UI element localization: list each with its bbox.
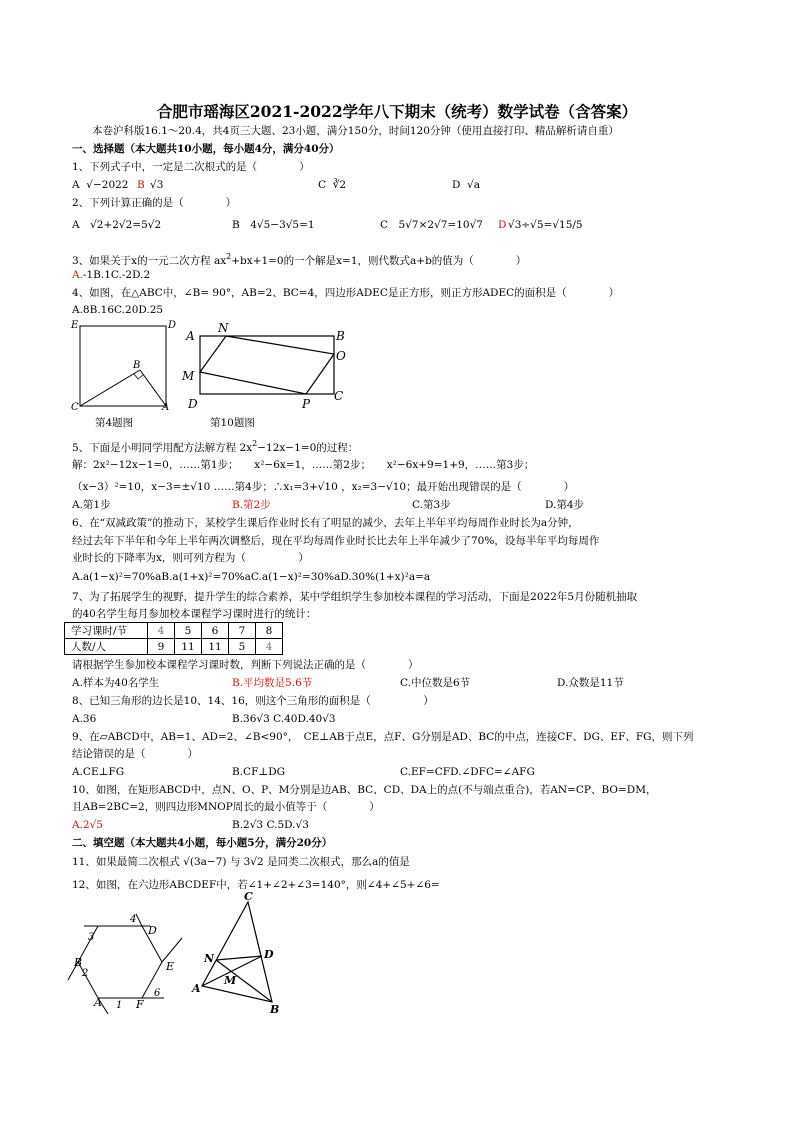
figure-q13 <box>192 892 292 1017</box>
q3-options: A.-1B.1C.-2D.2 <box>72 269 151 281</box>
q10-option-a: A.2√5 <box>72 819 103 831</box>
fig10-caption: 第10题图 <box>210 417 255 429</box>
fig12-label-d: D <box>148 924 157 937</box>
figure-q10 <box>182 322 352 412</box>
fig10-label-a: A <box>186 329 195 343</box>
q5-option-b: B.第2步 <box>232 499 271 511</box>
q7-option-a: A.样本为40名学生 <box>72 677 160 689</box>
fig10-label-c: C <box>334 389 344 403</box>
fig10-label-p: P <box>302 397 311 411</box>
table-cell: 9 <box>148 639 175 655</box>
fig12-label-f: F <box>136 998 144 1011</box>
q10-line-1: 10、如图，在矩形ABCD中，点N、O、P、M分别是边AB、BC、CD、DA上的点(不与端点重合)，若AN=CP、BO=DM， <box>72 784 657 796</box>
q9-option-a: A.CE⊥FG <box>72 766 125 778</box>
fig10-label-b: B <box>336 329 345 343</box>
fig12-label-3: 3 <box>88 932 95 943</box>
page-title: 合肥市瑶海区2021-2022学年八下期末（统考）数学试卷（含答案） <box>156 102 638 121</box>
fig13-label-c: C <box>244 890 253 903</box>
table-row <box>65 623 283 639</box>
fig13-label-a: A <box>192 982 201 995</box>
fig13-label-b: B <box>270 1003 280 1016</box>
table-cell: 5 <box>175 623 202 639</box>
q1-stem: 1、下列式子中，一定是二次根式的是（ ） <box>72 161 310 173</box>
q1-option-a: A √−2022 <box>72 179 129 191</box>
q7-line-2: 的40名学生每月参加校本课程学习课时进行的统计： <box>72 608 317 620</box>
q11-stem: 11、如果最简二次根式 √(3a−7) 与 3√2 是同类二次根式，那么a的值是 <box>72 856 410 868</box>
fig13-label-n: N <box>204 952 215 965</box>
q6-options: A.a(1−x)²=70%aB.a(1+x)²=70%aC.a(1−x)²=30%aD.30%(1+x)²a=a <box>72 571 431 583</box>
q1-option-c: C ∛2 <box>318 179 347 191</box>
q4-stem: 4、如图，在△ABC中，∠B= 90°，AB=2、BC=4，四边形ADEC是正方形，则正方形ADEC的面积是（ ） <box>72 287 620 299</box>
table-row <box>65 639 283 655</box>
q8-option-bcd: B.36√3 C.40D.40√3 <box>232 713 336 725</box>
q5-solution-line-1: 解：2x²−12x−1=0，……第1步； x²−6x=1，……第2步； x²−6x+9=1+9，……第3步； <box>72 459 535 471</box>
q1-option-b: √3 <box>150 179 164 191</box>
q5-option-a: A.第1步 <box>72 499 111 511</box>
q5-solution-line-2: （x−3）²=10，x−3=±√10 ……第4步；∴x₁=3+√10 ，x₂=3−√10；最开始出现错误的是（ ） <box>72 481 575 493</box>
q5-option-c: C.第3步 <box>412 499 451 511</box>
q2-option-b: B 4√5−3√5=1 <box>232 219 315 231</box>
q2-option-d: √3÷√5=√15/5 <box>508 219 583 231</box>
q7-line-1: 7、为了拓展学生的视野，提升学生的综合素养，某中学组织学生参加校本课程的学习活动，下面是2022年5月份随机抽取 <box>72 591 638 603</box>
q3-stem: 3、如果关于x的一元二次方程 $ax^2+bx+1=0$的一个解是x=1，则代数式a+b的值为（ ） <box>72 252 527 267</box>
q7-option-b: B.平均数是5.6节 <box>232 677 313 689</box>
fig12-label-e: E <box>166 960 175 973</box>
table-cell: 11 <box>202 639 229 655</box>
fig4-label-a: A <box>162 402 170 413</box>
table-cell: 4 <box>256 639 283 655</box>
figure-q4 <box>68 318 178 418</box>
fig12-label-2: 2 <box>82 968 89 979</box>
fig12-label-a: A <box>94 996 102 1009</box>
fig10-label-o: O <box>336 349 346 363</box>
q2-option-a: A √2+2√2=5√2 <box>72 219 162 231</box>
fig13-label-d: D <box>264 948 274 961</box>
section-1-heading: 一、选择题（本大题共10小题，每小题4分，满分40分） <box>72 143 340 155</box>
fig4-label-d: D <box>168 320 177 331</box>
q9-option-b: B.CF⊥DG <box>232 766 286 778</box>
q6-line-2: 经过去年下半年和今年上半年两次调整后，现在平均每周作业时长比去年上半年减少了70%，设每半年平均每周作 <box>72 535 600 547</box>
exam-intro: 本卷沪科版16.1～20.4，共4页三大题、23小题，满分150分，时间120分钟（使用直接打印、精品解析请自重） <box>92 125 619 137</box>
q9-line-2: 结论错误的是（ ） <box>72 748 198 760</box>
table-cell: 11 <box>175 639 202 655</box>
figure-q12 <box>70 900 200 1020</box>
q9-option-cd: C.EF=CFD.∠DFC=∠AFG <box>400 766 535 778</box>
q5-stem: 5、下面是小明同学用配方法解方程 $2x^2-12x-1=0$的过程： <box>72 439 359 454</box>
q1-option-d: D √a <box>452 179 481 191</box>
q9-line-1: 9、在▱ABCD中，AB=1、AD=2、∠B<90°， CE⊥AB于点E，点F、G分别是AD、BC的中点，连接CF、DG、EF、FG，则下列 <box>72 731 694 743</box>
q2-option-c: C 5√7×2√7=10√7 <box>380 219 483 231</box>
q5-option-d: D.第4步 <box>545 499 585 511</box>
fig10-label-d: D <box>188 397 198 411</box>
q12-stem: 12、如图，在六边形ABCDEF中，若∠1+∠2+∠3=140°，则∠4+∠5+∠6= <box>72 879 440 891</box>
fig4-label-e: E <box>71 320 79 331</box>
table-cell: 5 <box>229 639 256 655</box>
fig12-label-4: 4 <box>130 914 137 925</box>
fig4-label-b: B <box>133 360 141 371</box>
fig13-label-m: M <box>224 974 237 987</box>
table-cell: 7 <box>229 623 256 639</box>
table-cell: 4 <box>148 623 175 639</box>
section-2-heading: 二、填空题（本大题共4小题，每小题5分，满分20分） <box>72 837 333 849</box>
fig12-label-6: 6 <box>154 988 161 999</box>
table-header-people: 人数/人 <box>65 639 148 655</box>
fig4-caption: 第4题图 <box>95 417 134 429</box>
q8-stem: 8、已知三角形的边长是10、14、16，则这个三角形的面积是（ ） <box>72 695 434 707</box>
fig4-label-c: C <box>71 402 79 413</box>
q6-line-1: 6、在“双减政策”的推动下，某校学生课后作业时长有了明显的减少，去年上半年平均每周作业时长为a分钟， <box>72 517 579 529</box>
q6-line-3: 业时长的下降率为x，则可列方程为（ ） <box>72 552 309 564</box>
table-cell: 8 <box>256 623 283 639</box>
q1-option-b-label: B <box>137 179 145 191</box>
q8-option-a: A.36 <box>72 713 97 725</box>
q7-line-3: 请根据学生参加校本课程学习课时数，判断下列说法正确的是（ ） <box>72 659 419 671</box>
fig12-label-1: 1 <box>116 1000 123 1011</box>
table-cell: 6 <box>202 623 229 639</box>
q4-options: A.8B.16C.20D.25 <box>72 304 164 316</box>
q7-option-c: C.中位数是6节 <box>400 677 471 689</box>
q2-stem: 2、下列计算正确的是（ ） <box>72 197 237 209</box>
fig12-label-b: B <box>74 956 83 969</box>
q10-option-bcd: B.2√3 C.5D.√3 <box>232 819 309 831</box>
q7-option-d: D.众数是11节 <box>557 677 624 689</box>
fig10-label-m: M <box>182 369 195 383</box>
fig10-label-n: N <box>218 321 229 335</box>
q10-line-2: 且AB=2BC=2，则四边形MNOP周长的最小值等于（ ） <box>72 801 380 813</box>
q7-stats-table <box>64 622 283 655</box>
table-header-hours: 学习课时/节 <box>65 623 148 639</box>
q2-option-d-label: D <box>498 219 507 231</box>
